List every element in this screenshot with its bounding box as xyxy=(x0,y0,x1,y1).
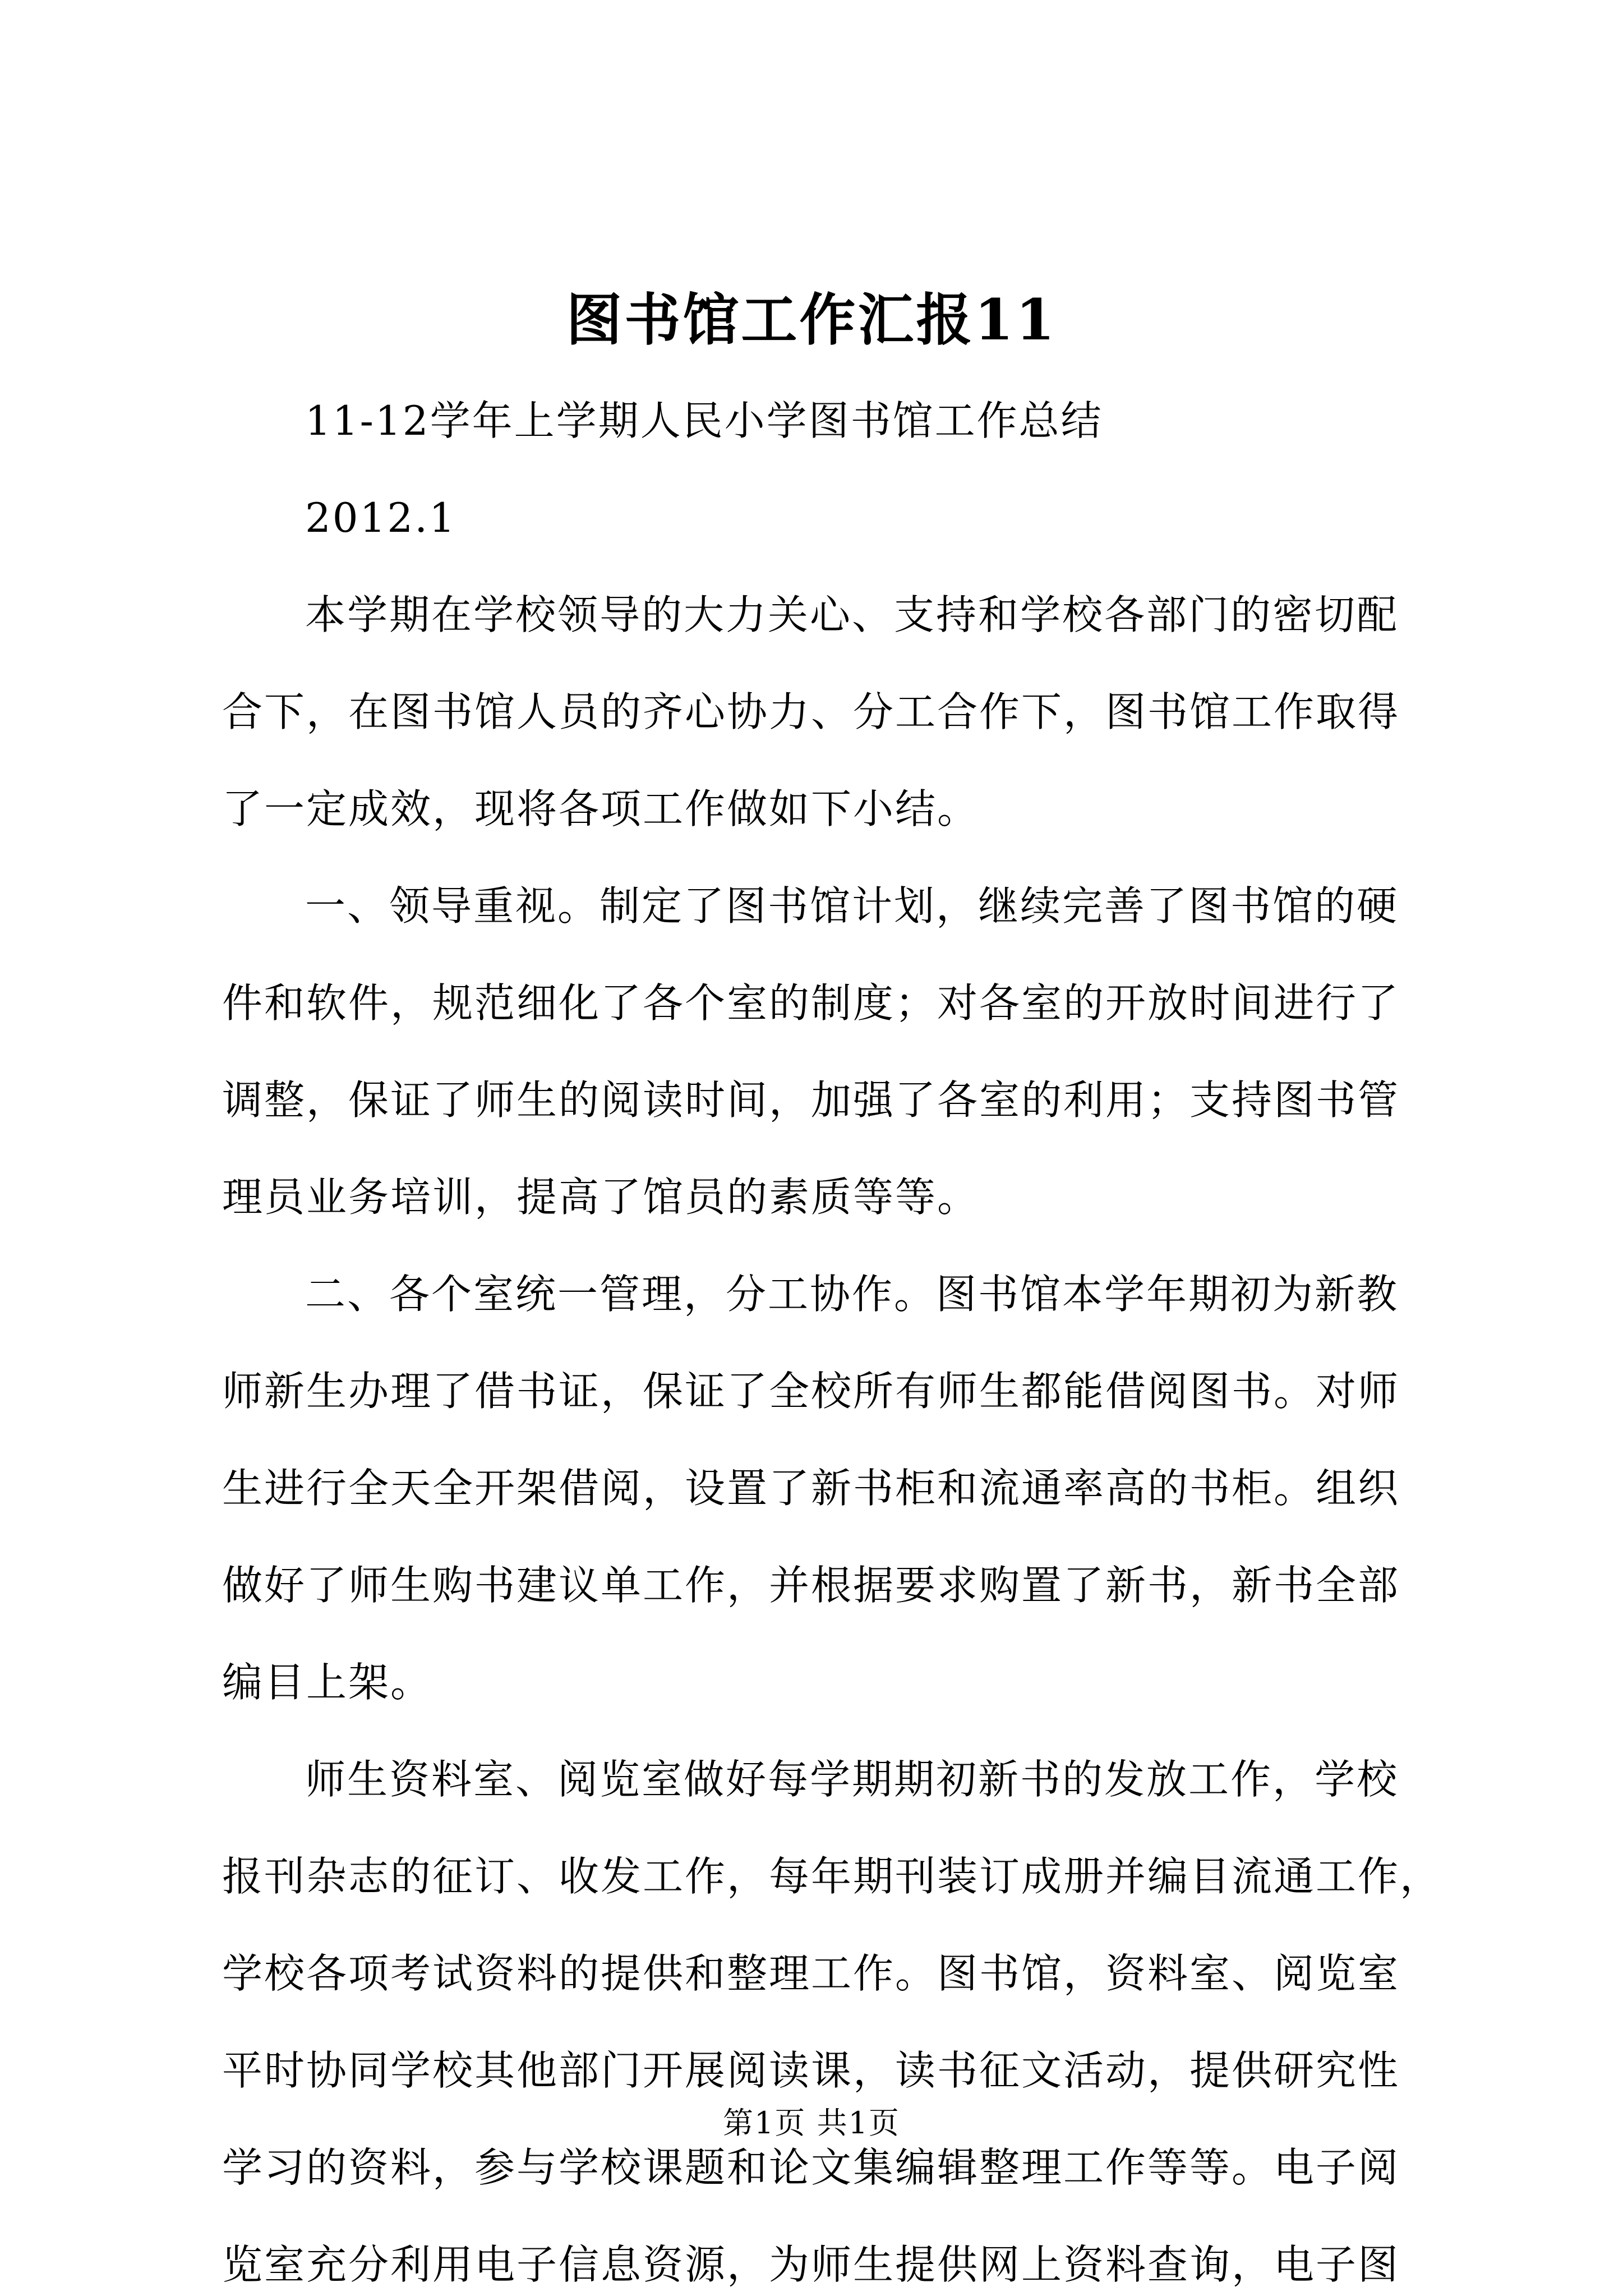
body-line: 编目上架。 xyxy=(222,1659,433,1706)
body-line: 本学期在学校领导的大力关心、支持和学校各部门的密切配 xyxy=(305,591,1399,638)
body-line: 览室充分利用电子信息资源，为师生提供网上资料查询，电子图 xyxy=(222,2241,1400,2288)
body-line: 师生资料室、阅览室做好每学期期初新书的发放工作，学校 xyxy=(305,1756,1399,1803)
body-line: 了一定成效，现将各项工作做如下小结。 xyxy=(222,785,980,832)
body-line: 2012.1 xyxy=(305,494,457,541)
body-line: 二、各个室统一管理，分工协作。图书馆本学年期初为新教 xyxy=(305,1271,1399,1318)
body-line: 理员业务培训，提高了馆员的素质等等。 xyxy=(222,1174,980,1221)
body-line: 合下，在图书馆人员的齐心协力、分工合作下，图书馆工作取得 xyxy=(222,688,1400,735)
body-line: 学校各项考试资料的提供和整理工作。图书馆，资料室、阅览室 xyxy=(222,1950,1400,1997)
body-line: 师新生办理了借书证，保证了全校所有师生都能借阅图书。对师 xyxy=(222,1368,1400,1415)
body-line: 11-12学年上学期人民小学图书馆工作总结 xyxy=(305,397,1103,444)
body-line: 报刊杂志的征订、收发工作，每年期刊装订成册并编目流通工作， xyxy=(222,1853,1442,1900)
page-footer: 第1页 共1页 xyxy=(723,2105,900,2141)
body-line: 平时协同学校其他部门开展阅读课，读书征文活动，提供研究性 xyxy=(222,2047,1400,2094)
body-line: 做好了师生购书建议单工作，并根据要求购置了新书，新书全部 xyxy=(222,1562,1400,1609)
body-line: 学习的资料，参与学校课题和论文集编辑整理工作等等。电子阅 xyxy=(222,2144,1400,2191)
body-line: 一、领导重视。制定了图书馆计划，继续完善了图书馆的硬 xyxy=(305,882,1399,930)
body-line: 件和软件，规范细化了各个室的制度；对各室的开放时间进行了 xyxy=(222,979,1400,1027)
document-title: 图书馆工作汇报11 xyxy=(566,287,1057,353)
body-line: 调整，保证了师生的阅读时间，加强了各室的利用；支持图书管 xyxy=(222,1076,1400,1124)
body-line: 生进行全天全开架借阅，设置了新书柜和流通率高的书柜。组织 xyxy=(222,1465,1400,1512)
